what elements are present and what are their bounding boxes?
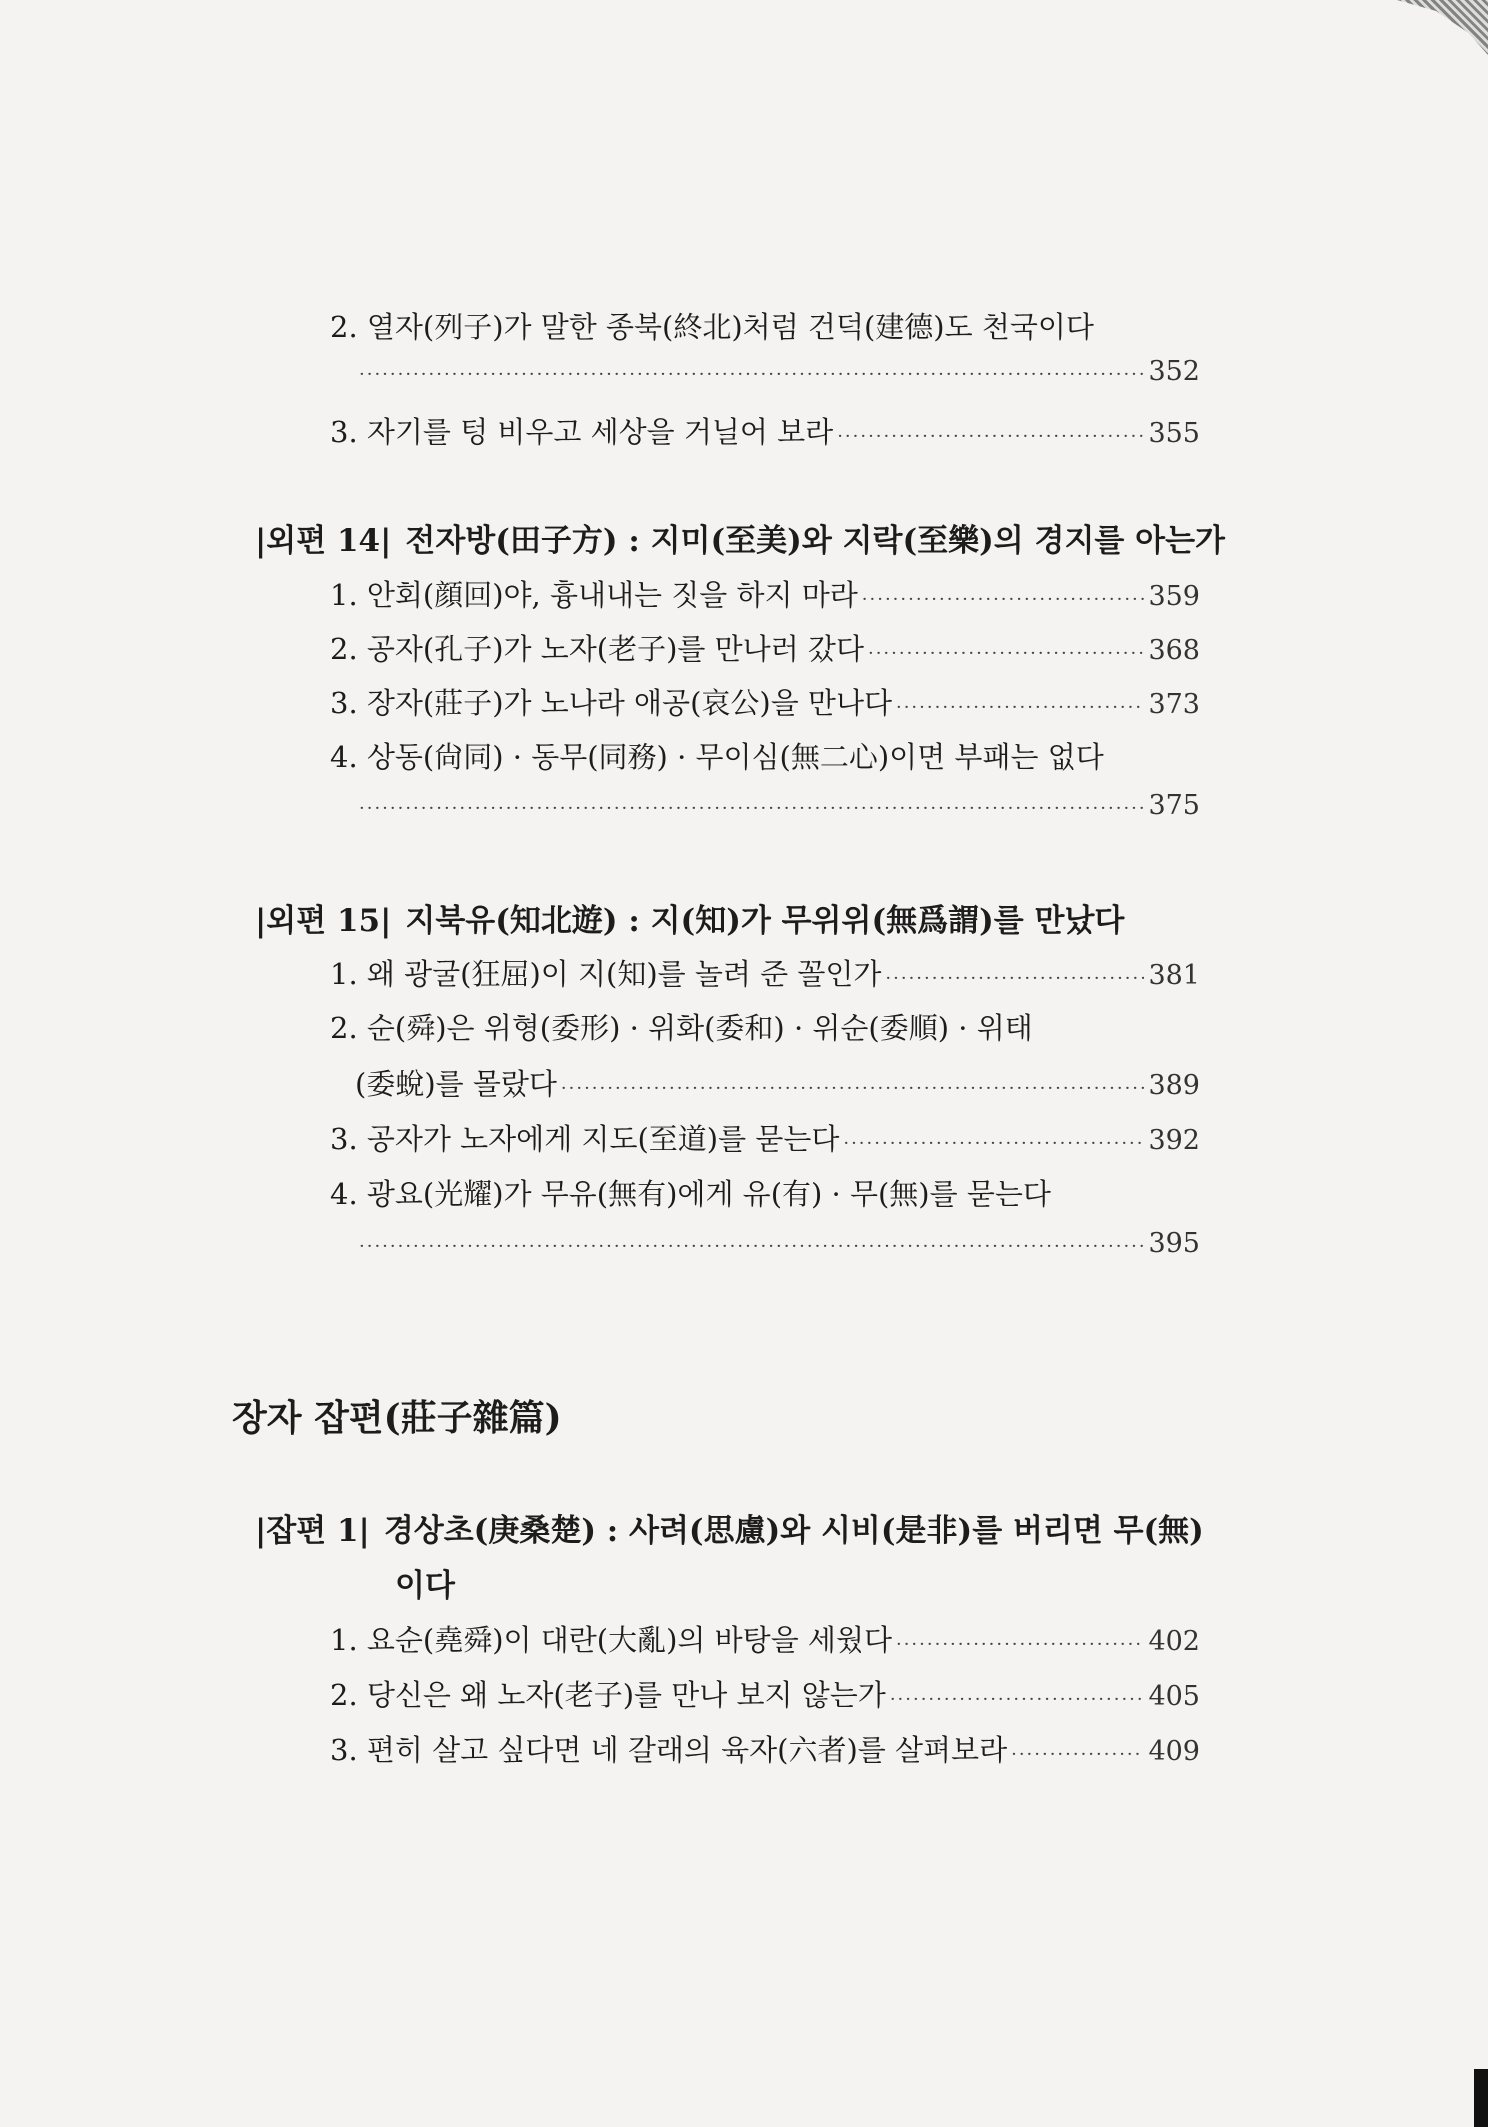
entry-page: 405 xyxy=(1148,1681,1200,1712)
entry-number: 3. xyxy=(330,1733,358,1767)
entry-title-continuation: (委蛻)를 몰랐다 xyxy=(355,1067,557,1101)
chapter-title-continuation: 이다 xyxy=(395,1568,455,1604)
entry-page: 402 xyxy=(1148,1626,1200,1657)
entry-title: 공자(孔子)가 노자(老子)를 만나러 갔다 xyxy=(366,632,864,666)
chapter-title: 전자방(田子方) : 지미(至美)와 지락(至樂)의 경지를 아는가 xyxy=(405,523,1225,559)
part-title: 장자 잡편(莊子雜篇) xyxy=(232,1397,562,1439)
dot-leader xyxy=(890,1689,1145,1710)
dot-leader xyxy=(359,1236,1144,1257)
chapter-tag: |잡편 1| xyxy=(255,1513,370,1549)
entry-title: 상동(尙同) · 동무(同務) · 무이심(無二心)이면 부패는 없다 xyxy=(366,740,1104,774)
toc-entry-continuation xyxy=(355,1062,1200,1103)
entry-number: 2. xyxy=(330,1678,358,1712)
toc-leader-line xyxy=(355,356,1200,387)
entry-page: 395 xyxy=(1148,1228,1200,1259)
toc-leader-line xyxy=(355,790,1200,821)
entry-title: 당신은 왜 노자(老子)를 만나 보지 않는가 xyxy=(366,1678,886,1712)
entry-page: 375 xyxy=(1148,790,1200,821)
entry-title: 요순(堯舜)이 대란(大亂)의 바탕을 세웠다 xyxy=(366,1623,892,1657)
entry-title: 열자(列子)가 말한 종북(終北)처럼 건덕(建德)도 천국이다 xyxy=(366,310,1094,344)
dot-leader xyxy=(896,1634,1144,1655)
entry-number: 2. xyxy=(330,310,358,344)
entry-title: 자기를 텅 비우고 세상을 거닐어 보라 xyxy=(366,415,834,449)
dot-leader xyxy=(868,643,1144,664)
entry-page: 368 xyxy=(1148,635,1200,666)
dot-leader xyxy=(359,364,1144,385)
entry-number: 4. xyxy=(330,740,358,774)
toc-entry xyxy=(330,1006,1200,1047)
scan-edge-texture xyxy=(1358,0,1488,55)
toc-entry xyxy=(330,573,1200,614)
chapter-title: 지북유(知北遊) : 지(知)가 무위위(無爲謂)를 만났다 xyxy=(405,903,1125,939)
entry-number: 4. xyxy=(330,1177,358,1211)
dot-leader xyxy=(896,697,1144,718)
entry-number: 1. xyxy=(330,578,358,612)
dot-leader xyxy=(561,1078,1145,1099)
entry-page: 381 xyxy=(1148,960,1200,991)
toc-entry xyxy=(330,735,1200,776)
toc-entry xyxy=(330,1673,1200,1714)
chapter-heading xyxy=(255,895,1124,940)
entry-number: 3. xyxy=(330,415,358,449)
chapter-heading xyxy=(255,515,1225,560)
toc-entry xyxy=(330,1172,1200,1213)
entry-title: 순(舜)은 위형(委形) · 위화(委和) · 위순(委順) · 위태 xyxy=(366,1011,1033,1045)
dot-leader xyxy=(837,426,1144,447)
entry-page: 392 xyxy=(1148,1125,1200,1156)
chapter-title: 경상초(庚桑楚) : 사려(思慮)와 시비(是非)를 버리면 무(無) xyxy=(383,1513,1204,1549)
toc-entry xyxy=(330,305,1200,346)
chapter-tag: |외편 14| xyxy=(255,523,392,559)
dot-leader xyxy=(843,1133,1144,1154)
entry-title: 공자가 노자에게 지도(至道)를 묻는다 xyxy=(366,1122,840,1156)
entry-number: 2. xyxy=(330,632,358,666)
entry-page: 355 xyxy=(1148,418,1200,449)
toc-entry xyxy=(330,1618,1200,1659)
toc-entry xyxy=(330,1728,1200,1769)
entry-number: 2. xyxy=(330,1011,358,1045)
toc-entry xyxy=(330,410,1200,451)
entry-title: 편히 살고 싶다면 네 갈래의 육자(六者)를 살펴보라 xyxy=(366,1733,1008,1767)
entry-title: 장자(莊子)가 노나라 애공(哀公)을 만나다 xyxy=(366,686,892,720)
toc-entry xyxy=(330,627,1200,668)
entry-page: 359 xyxy=(1148,581,1200,612)
toc-entry xyxy=(330,952,1200,993)
dot-leader xyxy=(1011,1744,1144,1765)
entry-number: 1. xyxy=(330,1623,358,1657)
chapter-heading xyxy=(255,1505,1204,1550)
dot-leader xyxy=(862,589,1145,610)
dot-leader xyxy=(359,798,1144,819)
entry-page: 389 xyxy=(1148,1070,1200,1101)
entry-title: 왜 광굴(狂屈)이 지(知)를 놀려 준 꼴인가 xyxy=(366,957,882,991)
toc-entry xyxy=(330,1117,1200,1158)
scan-edge-mark xyxy=(1474,2069,1488,2127)
entry-number: 1. xyxy=(330,957,358,991)
entry-title: 안회(顔回)야, 흉내내는 짓을 하지 마라 xyxy=(366,578,858,612)
toc-leader-line xyxy=(355,1228,1200,1259)
toc-entry xyxy=(330,681,1200,722)
entry-number: 3. xyxy=(330,686,358,720)
entry-number: 3. xyxy=(330,1122,358,1156)
entry-title: 광요(光耀)가 무유(無有)에게 유(有) · 무(無)를 묻는다 xyxy=(366,1177,1051,1211)
dot-leader xyxy=(885,968,1144,989)
entry-page: 409 xyxy=(1148,1736,1200,1767)
chapter-tag: |외편 15| xyxy=(255,903,392,939)
entry-page: 352 xyxy=(1148,356,1200,387)
entry-page: 373 xyxy=(1148,689,1200,720)
